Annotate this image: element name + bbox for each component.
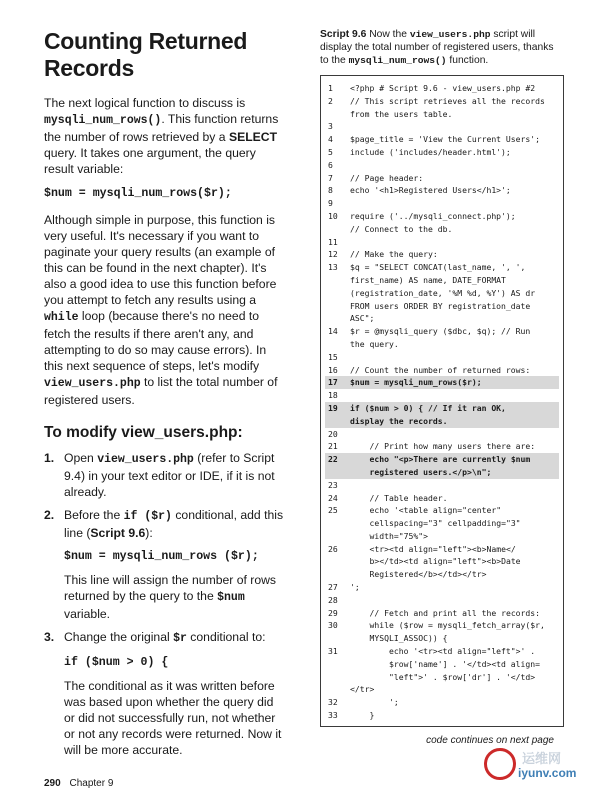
line-number: 31 — [328, 646, 338, 657]
code-line — [325, 607, 559, 620]
code-text — [350, 197, 559, 210]
code-line — [325, 428, 559, 441]
text-run: loop (because there's no need to fetch the results if there aren't any, and attempting to do so may cause errors). In this next sequence of steps, let's modify — [44, 309, 267, 373]
code-line — [325, 709, 559, 722]
code-line — [325, 504, 559, 542]
right-column — [320, 28, 560, 746]
code-line — [325, 492, 559, 505]
line-number: 32 — [328, 697, 338, 708]
line-number: 27 — [328, 582, 338, 593]
file-name: view_users.php — [97, 453, 194, 466]
code-text: <tr><td align="left"><b>Name</ b></td><td align="left"><b>Date Registered</b></td></tr> — [369, 543, 521, 580]
code-line — [325, 95, 559, 121]
code-text: include ('includes/header.html'); — [350, 146, 511, 157]
code-line — [325, 197, 559, 210]
watermark-logo-icon — [484, 748, 516, 780]
code-example: $num = mysqli_num_rows($r); — [44, 187, 232, 200]
line-number: 21 — [328, 441, 338, 452]
code-text: echo '<tr><td align="left">' . $row['name'] . '</td><td align= "left">' . $row['dr'] . '</td></tr> — [350, 646, 541, 695]
code-text — [350, 120, 559, 133]
code-text: while ($row = mysqli_fetch_array($r, MYSQLI_ASSOC)) { — [369, 620, 545, 644]
code-text: echo "<p>There are currently $num registered users.</p>\n"; — [369, 454, 531, 477]
variable-name: $num — [217, 591, 245, 604]
code-text: // Print how many users there are: — [350, 441, 536, 452]
code-line — [325, 351, 559, 364]
step-note: The conditional as it was written before was based upon whether the query did or did not successfully run, not whether or not any records were returned. Now it will be more accurate. — [64, 679, 282, 757]
code-line — [325, 440, 559, 453]
line-number: 18 — [328, 390, 338, 401]
text-run: to list the total number of registered users. — [44, 375, 278, 407]
code-text: if ($num > 0) { // If it ran OK, display the records. — [350, 402, 506, 426]
line-number: 3 — [328, 121, 333, 132]
text-run: ): — [145, 526, 153, 540]
code-line — [325, 236, 559, 249]
step-item — [44, 450, 284, 500]
left-column — [44, 28, 284, 765]
text-run: . This function returns the number of rows retrieved by a — [44, 112, 279, 144]
code-line — [325, 120, 559, 133]
line-number: 23 — [328, 479, 338, 490]
text-run: Although simple in purpose, this function is very useful. It's necessary if you want to paginate your query results (an example of this can be found in the next chapter). It's also a good idea to use this function before you attempt to fetch any results using a — [44, 213, 277, 307]
function-name: mysqli_num_rows() — [348, 55, 447, 66]
text-run: Now the — [366, 29, 410, 40]
watermark — [482, 744, 592, 784]
line-number: 17 — [328, 377, 338, 388]
code-text: $q = "SELECT CONCAT(last_name, ', ', first_name) AS name, DATE_FORMAT (registration_date, '%M %d, %Y') AS dr FROM users ORDER BY registration_date ASC"; — [350, 262, 536, 324]
watermark-text: 运维网 — [522, 751, 562, 766]
step-code: if ($num > 0) { — [64, 656, 169, 669]
code-line — [325, 248, 559, 261]
code-line — [325, 172, 559, 185]
line-number: 16 — [328, 364, 338, 375]
code-text: '; — [350, 697, 399, 708]
code-text: // Count the number of returned rows: — [350, 364, 531, 375]
code-line — [325, 619, 559, 645]
step-number: 2. — [44, 508, 55, 522]
keyword-while: while — [44, 311, 79, 324]
code-text: // Fetch and print all the records: — [350, 607, 541, 618]
chapter-label: Chapter 9 — [69, 778, 114, 789]
line-number: 4 — [328, 134, 333, 145]
file-name: view_users.php — [44, 377, 141, 390]
code-line — [325, 184, 559, 197]
step-item — [44, 507, 284, 622]
code-text — [350, 236, 559, 249]
line-number: 24 — [328, 492, 338, 503]
code-line — [325, 376, 559, 389]
step-number: 1. — [44, 451, 55, 465]
line-number: 28 — [328, 594, 338, 605]
step-text — [64, 450, 284, 500]
text-run: conditional, add this line ( — [64, 508, 284, 540]
code-text: // This script retrieves all the records from the users table. — [350, 95, 545, 119]
code-text: <?php # Script 9.6 - view_users.php #2 — [350, 83, 536, 93]
code-text: } — [350, 710, 375, 721]
code-line — [325, 82, 559, 95]
code-line — [325, 159, 559, 172]
code-line — [325, 453, 559, 479]
line-number: 11 — [328, 236, 338, 247]
line-number: 10 — [328, 210, 338, 221]
step-code: $num = mysqli_num_rows ($r); — [64, 550, 259, 563]
text-run: conditional to: — [186, 630, 266, 644]
steps-heading: To modify view_users.php: — [44, 424, 243, 441]
continues-note: code continues on next page — [426, 734, 554, 746]
line-number: 6 — [328, 159, 333, 170]
text-run: Open — [64, 451, 98, 465]
code-text: // Page header: — [350, 172, 424, 183]
file-name: view_users.php — [409, 29, 491, 40]
code-line — [325, 364, 559, 377]
text-run: Before the — [64, 508, 124, 522]
function-name: mysqli_num_rows() — [44, 114, 162, 127]
script-listing — [320, 75, 564, 727]
line-number: 22 — [328, 454, 338, 465]
inline-code: if ($r) — [123, 510, 172, 523]
code-text — [350, 594, 559, 607]
line-number: 19 — [328, 402, 338, 413]
code-line — [325, 210, 559, 236]
line-number: 26 — [328, 543, 338, 554]
intro-paragraph — [44, 95, 284, 177]
code-line — [325, 133, 559, 146]
code-line — [325, 325, 559, 351]
step-item — [44, 629, 284, 758]
code-text: require ('../mysqli_connect.php'); // Connect to the db. — [350, 210, 516, 234]
text-run: function. — [446, 55, 489, 66]
line-number: 2 — [328, 95, 333, 106]
line-number: 1 — [328, 83, 333, 93]
step-number: 3. — [44, 630, 55, 644]
line-number: 14 — [328, 326, 338, 337]
code-text: // Make the query: — [350, 249, 438, 260]
code-line — [325, 389, 559, 402]
line-number: 15 — [328, 351, 338, 362]
text-run: variable. — [64, 607, 111, 621]
code-text — [350, 351, 559, 364]
code-line — [325, 581, 559, 594]
section-title: Counting Returned Records — [44, 28, 248, 81]
step-note — [64, 572, 284, 622]
step-text — [64, 629, 284, 647]
line-number: 13 — [328, 262, 338, 273]
steps-list — [44, 450, 284, 758]
text-run: This line will assign the number of rows returned by the query to the — [64, 573, 277, 603]
code-line — [325, 261, 559, 325]
line-number: 25 — [328, 505, 338, 516]
caption-label: Script 9.6 — [320, 29, 367, 40]
code-text: '; — [350, 582, 360, 593]
code-line — [325, 402, 559, 428]
code-text: // Table header. — [350, 492, 448, 503]
watermark-url: iyunv.com — [518, 766, 577, 780]
text-run: (refer to Script 9.4) in your text editor or IDE, if it is not already. — [64, 451, 275, 499]
code-text: echo '<h1>Registered Users</h1>'; — [350, 185, 511, 196]
line-number: 5 — [328, 146, 333, 157]
line-number: 30 — [328, 620, 338, 631]
text-run: Change the original — [64, 630, 174, 644]
page-number: 290 — [44, 778, 61, 789]
text-run: query. It takes one argument, the query result variable: — [44, 146, 256, 176]
code-text — [350, 479, 559, 492]
script-reference: Script 9.6 — [90, 526, 146, 540]
line-number: 12 — [328, 249, 338, 260]
code-line — [325, 146, 559, 159]
code-text: $num = mysqli_num_rows($r); — [350, 377, 482, 388]
line-number: 7 — [328, 172, 333, 183]
code-line — [325, 543, 559, 581]
code-text: $page_title = 'View the Current Users'; — [350, 134, 541, 145]
code-line — [325, 594, 559, 607]
line-number: 9 — [328, 198, 333, 209]
inline-code: $r — [173, 632, 187, 645]
script-caption — [320, 28, 560, 67]
text-run: The next logical function to discuss is — [44, 96, 246, 110]
code-line — [325, 479, 559, 492]
page-footer — [44, 778, 113, 789]
line-number: 8 — [328, 185, 333, 196]
line-number: 33 — [328, 710, 338, 721]
code-text — [350, 428, 559, 441]
line-number: 29 — [328, 607, 338, 618]
code-line — [325, 696, 559, 709]
step-text — [64, 507, 284, 541]
code-line — [325, 645, 559, 696]
body-paragraph — [44, 212, 284, 408]
code-text: echo '<table align="center" cellspacing="3" cellpadding="3" width="75%"> — [369, 505, 521, 541]
text-run: script will display the total number of registered users, thanks to the — [320, 29, 554, 66]
code-text — [350, 159, 559, 172]
code-text — [350, 389, 559, 402]
line-number: 20 — [328, 428, 338, 439]
code-text: $r = @mysqli_query ($dbc, $q); // Run the query. — [350, 326, 531, 349]
sql-keyword: SELECT — [228, 130, 278, 144]
